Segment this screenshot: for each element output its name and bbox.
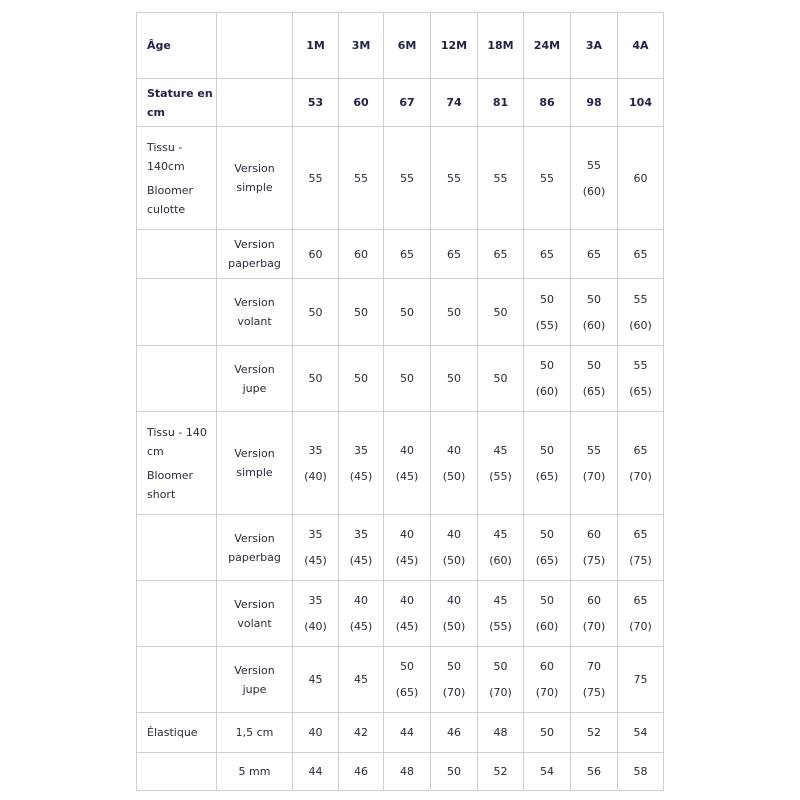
value-cell <box>524 515 571 581</box>
value-cell <box>618 713 664 753</box>
value-line: 42 <box>354 726 368 739</box>
value-cell <box>618 279 664 346</box>
value-line: 65 <box>400 247 414 261</box>
value-line: (60) <box>582 318 606 332</box>
group-label-line: Bloomer <box>147 468 194 482</box>
value-line: 52 <box>587 726 601 739</box>
value-cell <box>293 127 339 230</box>
version-label-line: Version <box>234 296 275 309</box>
value-line: 45 <box>493 443 508 457</box>
value-cell <box>293 279 339 346</box>
value-line: 65 <box>633 594 648 607</box>
value-line: 55 <box>540 171 554 185</box>
version-cell <box>217 647 293 713</box>
value-line: (45) <box>349 554 373 567</box>
group-cell <box>137 581 217 647</box>
empty-header-cell <box>217 13 293 79</box>
value-line: 40 <box>308 726 323 739</box>
header-row <box>137 13 664 79</box>
value-line: 50 <box>587 359 601 372</box>
version-cell <box>217 412 293 515</box>
size-header: 3A <box>571 13 618 79</box>
value-cell <box>431 713 478 753</box>
value-line: 60 <box>354 247 368 261</box>
value-line: 60 <box>633 171 648 185</box>
group-label-line: cm <box>147 444 164 458</box>
value-line: 75 <box>633 673 648 686</box>
version-label-line: volant <box>237 315 272 328</box>
value-line: (50) <box>442 469 466 483</box>
value-line: 60 <box>587 528 601 541</box>
value-line: 40 <box>354 594 368 607</box>
value-cell <box>571 515 618 581</box>
value-line: (45) <box>349 469 373 483</box>
size-header: 24M <box>524 13 571 79</box>
group-cell <box>137 230 217 279</box>
value-line: 35 <box>308 594 323 607</box>
value-line: 65 <box>633 247 648 261</box>
value-line: 50 <box>540 528 554 541</box>
value-cell <box>478 412 524 515</box>
value-cell <box>571 127 618 230</box>
table-row <box>137 581 664 647</box>
value-cell <box>524 279 571 346</box>
table-body <box>137 127 664 791</box>
value-line: (55) <box>489 620 512 633</box>
value-line: (45) <box>395 554 419 567</box>
value-cell <box>478 581 524 647</box>
stature-label-line: Stature en <box>147 86 213 100</box>
table-row <box>137 515 664 581</box>
version-cell <box>217 581 293 647</box>
version-label-line: simple <box>236 181 273 194</box>
value-line: (55) <box>489 469 512 483</box>
value-cell <box>478 279 524 346</box>
value-cell <box>524 753 571 791</box>
version-label-line: volant <box>237 616 272 630</box>
group-cell <box>137 647 217 713</box>
value-line: 40 <box>447 594 461 607</box>
value-cell <box>431 647 478 713</box>
stature-value: 53 <box>293 79 339 127</box>
value-line: 50 <box>447 372 461 385</box>
value-cell <box>618 127 664 230</box>
value-line: 52 <box>493 765 508 778</box>
value-cell <box>293 230 339 279</box>
version-cell <box>217 753 293 791</box>
value-line: 50 <box>447 305 461 319</box>
value-line: 35 <box>308 443 323 457</box>
value-cell <box>478 230 524 279</box>
value-line: 60 <box>540 660 554 673</box>
value-line: 50 <box>540 726 554 739</box>
empty-stature-cell <box>217 79 293 127</box>
value-line: 40 <box>400 443 414 457</box>
group-cell <box>137 279 217 346</box>
table-row <box>137 753 664 791</box>
value-line: 70 <box>587 660 601 673</box>
value-line: (40) <box>304 620 327 633</box>
value-line: (75) <box>629 554 652 567</box>
group-cell <box>137 753 217 791</box>
value-cell <box>431 515 478 581</box>
value-line: 55 <box>400 171 414 185</box>
value-cell <box>293 647 339 713</box>
value-cell <box>571 279 618 346</box>
value-cell <box>524 412 571 515</box>
value-line: (60) <box>535 385 559 398</box>
value-line: 65 <box>540 247 554 261</box>
table-row <box>137 713 664 753</box>
version-label-line: Version <box>234 162 275 175</box>
value-cell <box>431 753 478 791</box>
version-label-line: 1,5 cm <box>235 726 274 739</box>
value-cell <box>431 230 478 279</box>
version-label-line: simple <box>236 466 273 479</box>
value-line: (70) <box>582 620 606 633</box>
value-cell <box>384 279 431 346</box>
value-line: 50 <box>354 305 368 319</box>
value-cell <box>339 647 384 713</box>
group-cell <box>137 412 217 515</box>
size-header: 6M <box>384 13 431 79</box>
group-label-line: Tissu - 140 <box>147 425 207 439</box>
value-cell <box>339 279 384 346</box>
value-line: 65 <box>587 247 601 261</box>
value-cell <box>524 346 571 412</box>
value-line: 50 <box>308 372 323 385</box>
group-label-line: Tissu - <box>147 140 183 154</box>
value-line: 50 <box>308 305 323 319</box>
table-row <box>137 127 664 230</box>
version-label-line: Version <box>234 663 275 677</box>
value-line: 55 <box>633 292 648 306</box>
value-line: 50 <box>540 292 554 306</box>
value-line: 45 <box>493 594 508 607</box>
value-line: (70) <box>582 469 606 483</box>
value-cell <box>293 713 339 753</box>
value-cell <box>293 753 339 791</box>
value-line: 55 <box>633 359 648 372</box>
table-row <box>137 279 664 346</box>
stature-label-line: cm <box>147 105 165 119</box>
value-line: 50 <box>400 660 414 673</box>
version-cell <box>217 713 293 753</box>
value-line: (60) <box>582 184 606 198</box>
value-line: 65 <box>493 247 508 261</box>
version-cell <box>217 515 293 581</box>
value-cell <box>618 647 664 713</box>
value-cell <box>339 713 384 753</box>
value-line: (50) <box>442 554 466 567</box>
value-line: 55 <box>447 171 461 185</box>
version-label-line: Version <box>234 238 275 251</box>
version-cell <box>217 127 293 230</box>
value-cell <box>384 753 431 791</box>
value-line: 50 <box>354 372 368 385</box>
value-cell <box>524 647 571 713</box>
version-label-line: Version <box>234 447 275 460</box>
stature-value: 86 <box>524 79 571 127</box>
value-line: 58 <box>633 765 648 778</box>
value-line: 44 <box>308 765 323 778</box>
value-line: (45) <box>395 469 419 483</box>
size-header: 18M <box>478 13 524 79</box>
group-cell <box>137 713 217 753</box>
value-cell <box>618 515 664 581</box>
value-line: (70) <box>442 686 466 699</box>
value-cell <box>478 127 524 230</box>
stature-row <box>137 79 664 127</box>
value-line: 50 <box>493 372 508 385</box>
value-line: (70) <box>489 686 512 699</box>
size-header: 4A <box>618 13 664 79</box>
value-line: 55 <box>354 171 368 185</box>
value-cell <box>571 713 618 753</box>
value-cell <box>384 581 431 647</box>
value-line: 50 <box>493 305 508 319</box>
group-label-line: culotte <box>147 202 186 216</box>
value-line: (70) <box>535 686 559 699</box>
value-cell <box>384 412 431 515</box>
value-line: 55 <box>493 171 508 185</box>
value-cell <box>571 412 618 515</box>
value-line: 45 <box>354 673 368 686</box>
version-label-line: Version <box>234 531 275 545</box>
size-header: 3M <box>339 13 384 79</box>
value-line: 65 <box>633 528 648 541</box>
value-line: (65) <box>395 686 419 699</box>
group-label-line: Bloomer <box>147 183 194 197</box>
value-line: 50 <box>540 594 554 607</box>
stature-value: 104 <box>618 79 664 127</box>
value-line: 35 <box>354 528 368 541</box>
value-cell <box>339 230 384 279</box>
value-line: (45) <box>304 554 327 567</box>
value-line: (65) <box>535 469 559 483</box>
value-cell <box>431 581 478 647</box>
stature-value: 74 <box>431 79 478 127</box>
group-label-line: Élastique <box>147 726 198 739</box>
value-cell <box>524 581 571 647</box>
value-line: 55 <box>587 158 601 172</box>
value-line: 40 <box>447 528 461 541</box>
value-line: 50 <box>540 443 554 457</box>
value-line: 54 <box>540 765 554 778</box>
value-cell <box>384 713 431 753</box>
stature-value: 98 <box>571 79 618 127</box>
value-line: 46 <box>447 726 461 739</box>
value-line: 45 <box>308 673 323 686</box>
version-label-line: paperbag <box>228 550 281 564</box>
value-cell <box>293 581 339 647</box>
value-cell <box>478 647 524 713</box>
value-line: 55 <box>587 443 601 457</box>
version-label-line: 5 mm <box>238 765 271 778</box>
value-line: (65) <box>629 385 652 398</box>
value-cell <box>478 713 524 753</box>
value-line: (60) <box>535 620 559 633</box>
value-line: (50) <box>442 620 466 633</box>
value-line: 55 <box>308 171 323 185</box>
table-row <box>137 346 664 412</box>
version-cell <box>217 346 293 412</box>
value-line: 60 <box>587 594 601 607</box>
value-line: 48 <box>493 726 508 739</box>
value-cell <box>478 346 524 412</box>
value-line: 50 <box>447 660 461 673</box>
value-cell <box>339 127 384 230</box>
table-row <box>137 230 664 279</box>
value-cell <box>524 127 571 230</box>
value-cell <box>618 753 664 791</box>
version-cell <box>217 230 293 279</box>
group-label-line: 140cm <box>147 159 185 173</box>
group-cell <box>137 127 217 230</box>
value-cell <box>384 127 431 230</box>
value-cell <box>478 753 524 791</box>
stature-value: 60 <box>339 79 384 127</box>
value-line: 56 <box>587 765 601 778</box>
value-line: (70) <box>629 620 652 633</box>
size-chart-table <box>136 12 664 791</box>
value-cell <box>618 346 664 412</box>
value-cell <box>524 713 571 753</box>
value-cell <box>571 581 618 647</box>
value-line: (70) <box>629 469 652 483</box>
value-line: (65) <box>535 554 559 567</box>
value-cell <box>384 230 431 279</box>
value-cell <box>431 412 478 515</box>
value-cell <box>571 346 618 412</box>
value-line: 40 <box>400 528 414 541</box>
value-cell <box>431 346 478 412</box>
value-line: (55) <box>535 318 559 332</box>
value-line: 50 <box>400 305 414 319</box>
version-cell <box>217 279 293 346</box>
value-line: (60) <box>489 554 512 567</box>
size-header: 1M <box>293 13 339 79</box>
value-cell <box>571 230 618 279</box>
stature-label <box>137 79 217 127</box>
value-cell <box>339 753 384 791</box>
value-cell <box>618 581 664 647</box>
table-row <box>137 412 664 515</box>
value-cell <box>293 412 339 515</box>
group-label-line: short <box>147 487 176 501</box>
stature-value: 81 <box>478 79 524 127</box>
value-line: 40 <box>447 443 461 457</box>
value-line: 46 <box>354 765 368 778</box>
value-cell <box>293 346 339 412</box>
version-label-line: jupe <box>242 381 267 395</box>
value-line: 45 <box>493 528 508 541</box>
version-label-line: Version <box>234 597 275 611</box>
value-line: 50 <box>587 292 601 306</box>
value-line: 50 <box>400 372 414 385</box>
value-line: 40 <box>400 594 414 607</box>
value-cell <box>571 647 618 713</box>
value-line: 65 <box>447 247 461 261</box>
age-header: Âge <box>137 13 217 79</box>
value-cell <box>478 515 524 581</box>
value-line: 48 <box>400 765 414 778</box>
value-cell <box>618 230 664 279</box>
value-line: 35 <box>308 528 323 541</box>
value-cell <box>524 230 571 279</box>
value-line: (65) <box>582 385 606 398</box>
group-cell <box>137 346 217 412</box>
value-cell <box>571 753 618 791</box>
value-line: 44 <box>400 726 414 739</box>
value-cell <box>339 581 384 647</box>
size-header: 12M <box>431 13 478 79</box>
value-line: 50 <box>540 359 554 372</box>
value-cell <box>384 515 431 581</box>
value-cell <box>293 515 339 581</box>
value-line: 54 <box>633 726 648 739</box>
value-cell <box>384 346 431 412</box>
version-label-line: Version <box>234 362 275 376</box>
group-cell <box>137 515 217 581</box>
value-line: (45) <box>395 620 419 633</box>
stature-value: 67 <box>384 79 431 127</box>
value-line: 50 <box>493 660 508 673</box>
value-cell <box>339 412 384 515</box>
value-line: (75) <box>582 554 606 567</box>
value-cell <box>618 412 664 515</box>
value-line: (75) <box>582 686 606 699</box>
value-line: 60 <box>308 247 323 261</box>
value-cell <box>339 515 384 581</box>
value-line: (40) <box>304 469 327 483</box>
version-label-line: jupe <box>242 682 267 696</box>
value-cell <box>431 127 478 230</box>
version-label-line: paperbag <box>228 257 281 270</box>
value-cell <box>431 279 478 346</box>
value-cell <box>339 346 384 412</box>
value-line: 65 <box>633 443 648 457</box>
value-cell <box>384 647 431 713</box>
value-line: (45) <box>349 620 373 633</box>
value-line: 50 <box>447 765 461 778</box>
value-line: 35 <box>354 443 368 457</box>
value-line: (60) <box>629 318 652 332</box>
table-row <box>137 647 664 713</box>
